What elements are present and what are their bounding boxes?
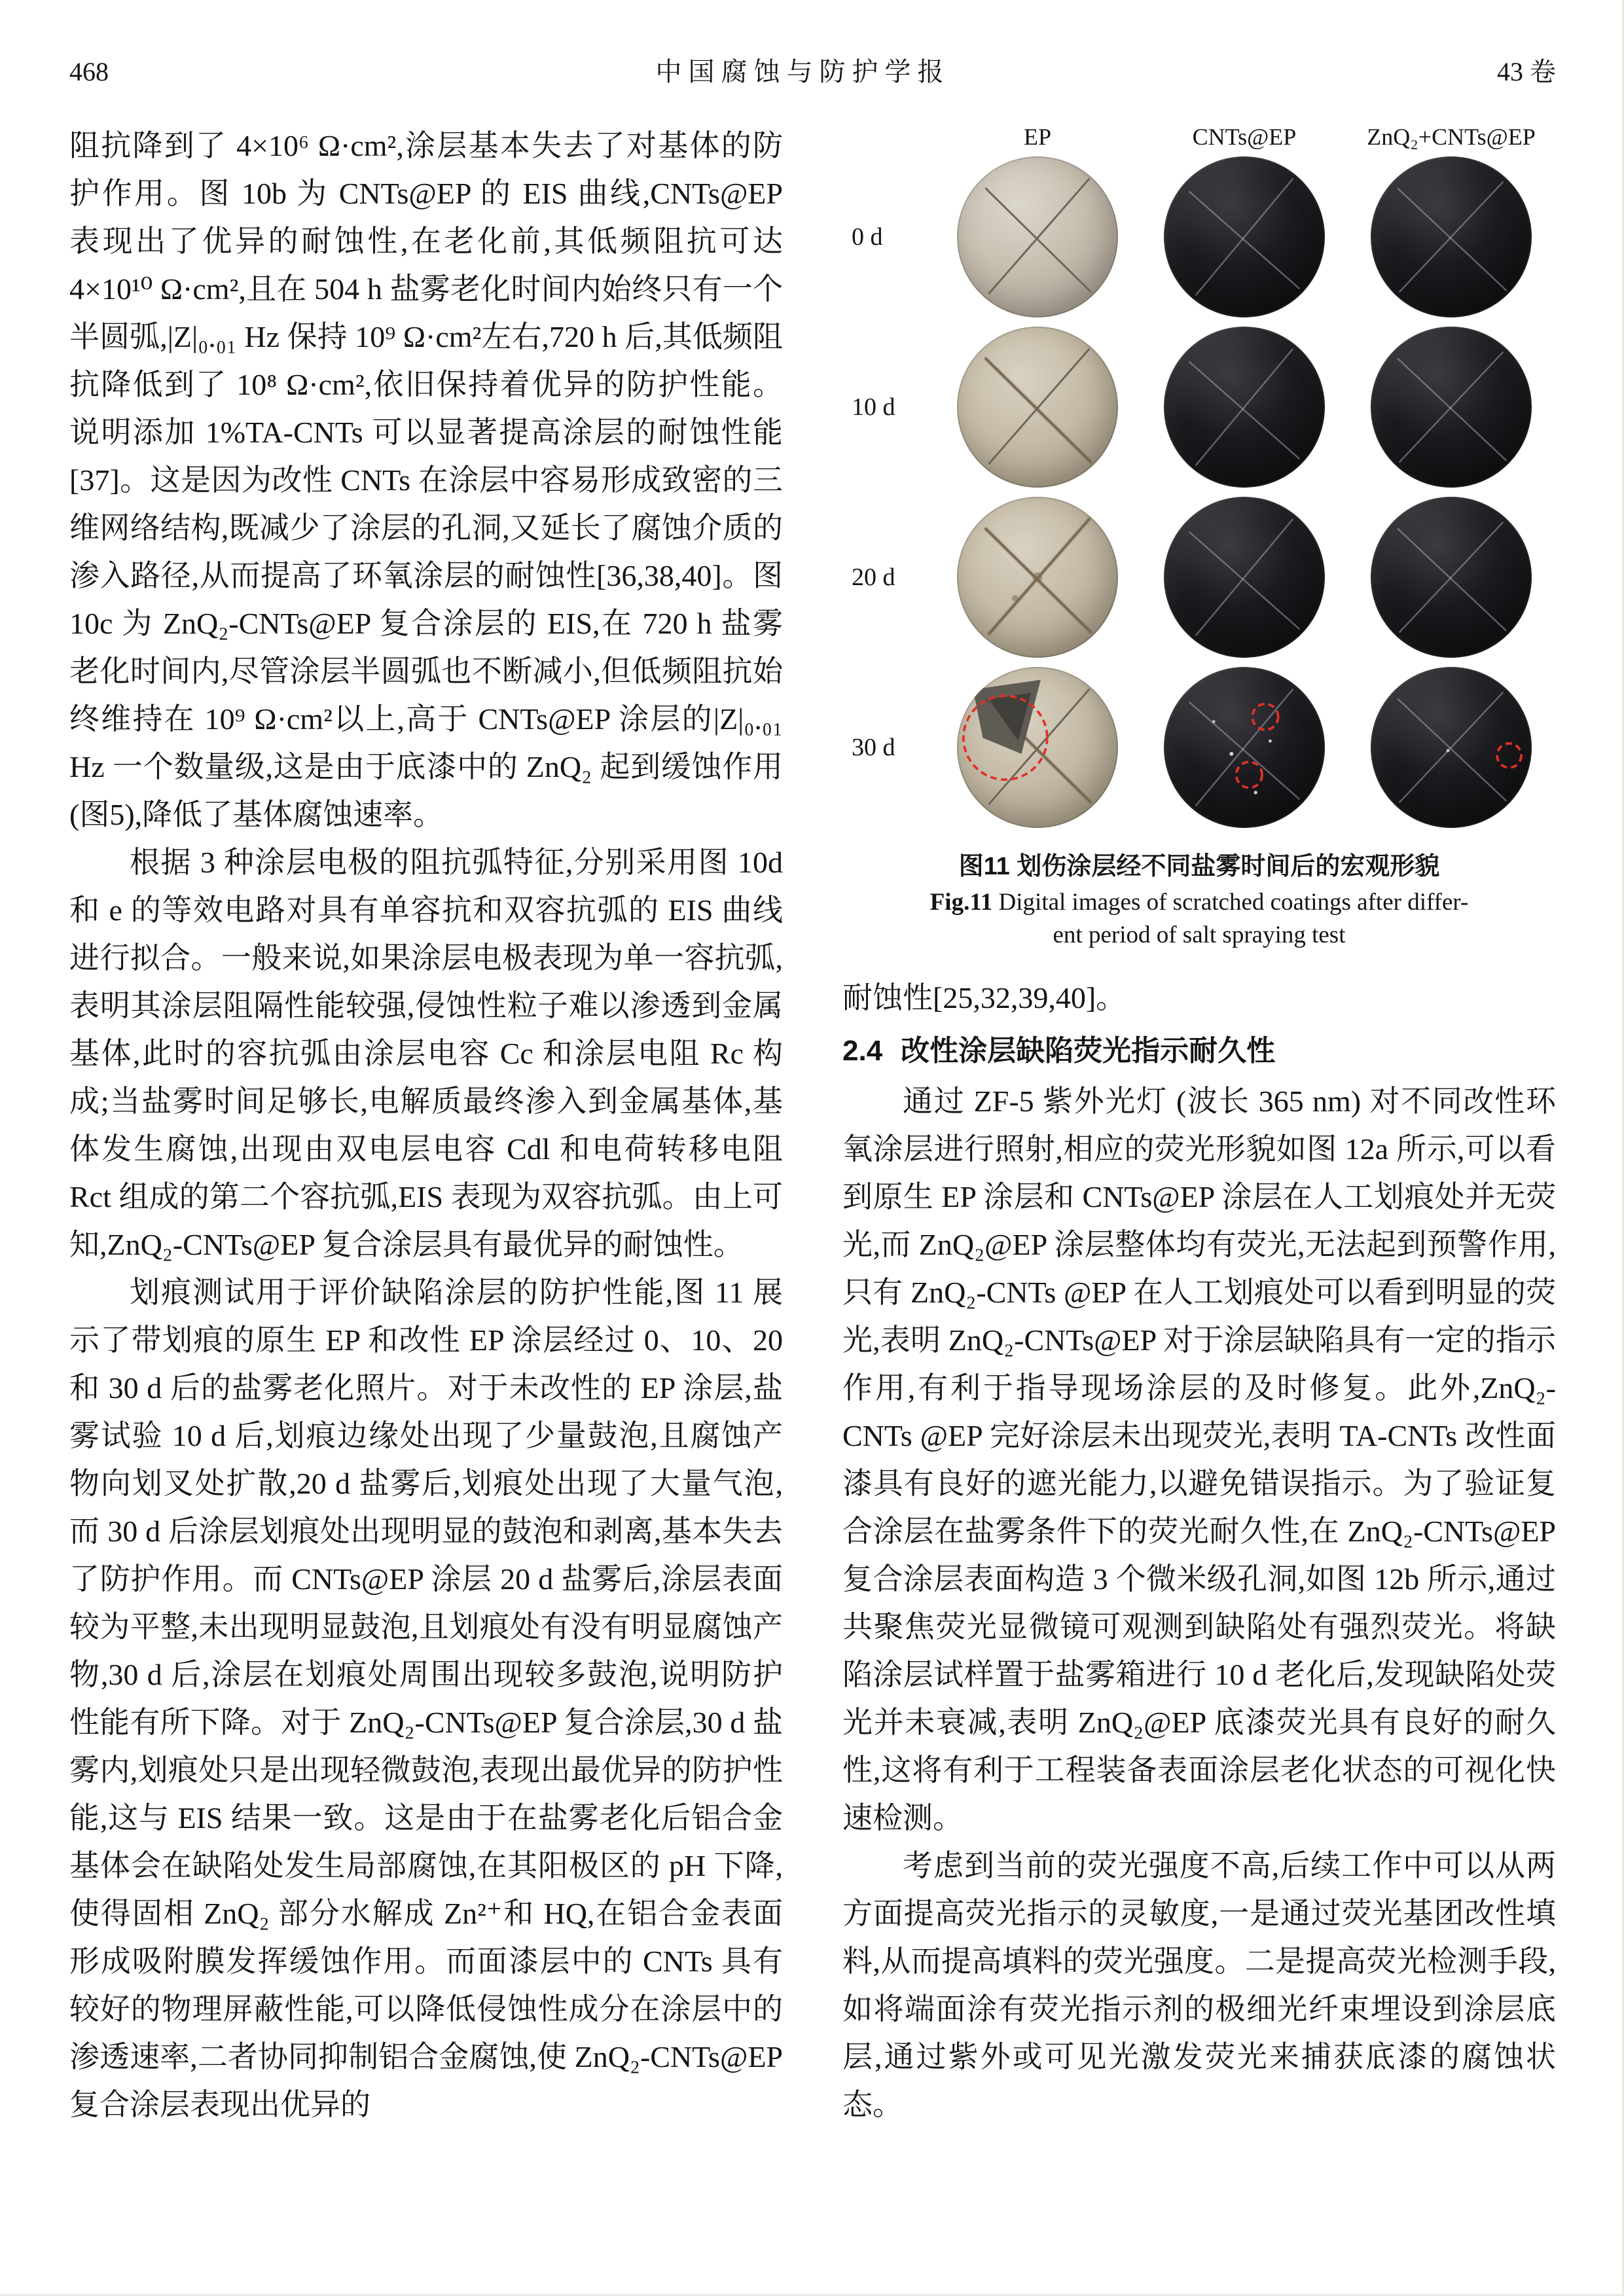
sample-photo-cnts-10d bbox=[1164, 327, 1325, 488]
section-heading-2-4 bbox=[842, 1027, 1556, 1075]
body-paragraph: 阻抗降到了 4×10⁶ Ω·cm²,涂层基本失去了对基体的防护作用。图 10b 为 CNTs@EP 的 EIS 曲线,CNTs@EP 表现出了优异的耐蚀性,在老化前,其低频阻抗可达 4×10¹⁰ Ω·cm²,且在 504 h 盐雾老化时间内始终只有一个半圆弧,|Z|₀.₀₁ Hz 保持 10⁹ Ω·cm²左右,720 h 后,其低频阻抗降低到了 10⁸ Ω·cm²,依旧保持着优异的防护性能。说明添加 1%TA-CNTs 可以显著提高涂层的耐蚀性能[37]。这是因为改性 CNTs 在涂层中容易形成致密的三维网络结构,既减少了涂层的孔洞,又延长了腐蚀介质的渗入路径,从而提高了环氧涂层的耐蚀性[36,38,40]。图 10c 为 ZnQ₂-CNTs@EP 复合涂层的 EIS,在 720 h 盐雾老化时间内,尽管涂层半圆弧也不断减小,但低频阻抗始终维持在 10⁹ Ω·cm²以上,高于 CNTs@EP 涂层的|Z|₀.₀₁ Hz 一个数量级,这是由于底漆中的 ZnQ₂ 起到缓蚀作用 (图5),降低了基体腐蚀速率。 bbox=[69, 129, 783, 831]
figure-row-20d bbox=[842, 492, 1556, 662]
sample-photo-znq-30d bbox=[1371, 667, 1532, 828]
figure-11 bbox=[842, 122, 1556, 952]
section-number: 2.4 bbox=[842, 1035, 883, 1067]
figure-caption-en-text2: ent period of salt spraying test bbox=[1053, 922, 1346, 948]
journal-title: 中国腐蚀与防护学报 bbox=[655, 57, 950, 86]
sample-photo-znq-20d bbox=[1371, 497, 1532, 658]
figure-caption-en-text: Digital images of scratched coatings after differ- bbox=[998, 889, 1469, 916]
figure-row-label: 0 d bbox=[852, 223, 883, 251]
sample-photo-ep-20d bbox=[957, 497, 1118, 658]
sample-photo-ep-30d bbox=[957, 667, 1118, 828]
figure-caption-en-label: Fig.11 bbox=[929, 889, 993, 916]
sample-photo-cnts-0d bbox=[1164, 156, 1325, 317]
body-paragraph: 通过 ZF-5 紫外光灯 (波长 365 nm) 对不同改性环氧涂层进行照射,相应的荧光形貌如图 12a 所示,可以看到原生 EP 涂层和 CNTs@EP 涂层在人工划痕处并无荧光,而 ZnQ₂@EP 涂层整体均有荧光,无法起到预警作用,只有 ZnQ₂-CNTs @EP 在人工划痕处可以看到明显的荧光,表明 ZnQ₂-CNTs@EP 对于涂层缺陷具有一定的指示作用,有利于指导现场涂层的及时修复。此外,ZnQ₂-CNTs @EP 完好涂层未出现荧光,表明 TA-CNTs 改性面漆具有良好的遮光能力,以避免错误指示。为了验证复合涂层在盐雾条件下的荧光耐久性,在 ZnQ₂-CNTs@EP 复合涂层表面构造 3 个微米级孔洞,如图 12b 所示,通过共聚焦荧光显微镜可观测到缺陷处有强烈荧光。将缺陷涂层试样置于盐雾箱进行 10 d 老化后,发现缺陷处荧光并未衰减,表明 ZnQ₂@EP 底漆荧光具有良好的耐久性,这将有利于工程装备表面涂层老化状态的可视化快速检测。 bbox=[842, 1085, 1556, 1835]
two-column-body bbox=[69, 122, 1556, 2128]
right-column bbox=[842, 122, 1556, 2128]
figure-row-label: 30 d bbox=[852, 733, 895, 761]
sample-photo-znq-0d bbox=[1371, 156, 1532, 317]
sample-photo-ep-10d bbox=[957, 327, 1118, 488]
figure-column-header-cnts: CNTs@EP bbox=[1192, 124, 1297, 150]
figure-row-0d bbox=[842, 152, 1556, 322]
figure-caption-en bbox=[842, 886, 1556, 952]
figure-column-headers bbox=[842, 122, 1556, 152]
figure-column-header-znq: ZnQ₂+CNTs@EP bbox=[1367, 124, 1536, 150]
section-title: 改性涂层缺陷荧光指示耐久性 bbox=[901, 1035, 1276, 1067]
body-paragraph: 考虑到当前的荧光强度不高,后续工作中可以从两方面提高荧光指示的灵敏度,一是通过荧光基团改性填料,从而提高填料的荧光强度。二是提高荧光检测手段,如将端面涂有荧光指示剂的极细光纤束埋设到涂层底层,通过紫外或可见光激发荧光来捕获底漆的腐蚀状态。 bbox=[842, 1849, 1556, 2121]
left-column bbox=[69, 122, 783, 2128]
figure-row-label: 20 d bbox=[852, 563, 895, 591]
body-paragraph: 划痕测试用于评价缺陷涂层的防护性能,图 11 展示了带划痕的原生 EP 和改性 EP 涂层经过 0、10、20 和 30 d 后的盐雾老化照片。对于未改性的 EP 涂层,盐雾试验 10 d 后,划痕边缘处出现了少量鼓泡,且腐蚀产物向划叉处扩散,20 d 盐雾后,划痕处出现了大量气泡,而 30 d 后涂层划痕处出现明显的鼓泡和剥离,基本失去了防护作用。而 CNTs@EP 涂层 20 d 盐雾后,涂层表面较为平整,未出现明显鼓泡,且划痕处有没有明显腐蚀产物,30 d 后,涂层在划痕处周围出现较多鼓泡,说明防护性能有所下降。对于 ZnQ₂-CNTs@EP 复合涂层,30 d 盐雾内,划痕处只是出现轻微鼓泡,表现出最优异的防护性能,这与 EIS 结果一致。这是由于在盐雾老化后铝合金基体会在缺陷处发生局部腐蚀,在其阳极区的 pH 下降,使得固相 ZnQ₂ 部分水解成 Zn²⁺和 HQ,在铝合金表面形成吸附膜发挥缓蚀作用。而面漆层中的 CNTs 具有较好的物理屏蔽性能,可以降低侵蚀性成分在涂层中的渗透速率,二者协同抑制铝合金腐蚀,使 ZnQ₂-CNTs@EP 复合涂层表现出优异的 bbox=[69, 1276, 783, 2121]
sample-photo-znq-10d bbox=[1371, 327, 1532, 488]
figure-row-30d bbox=[842, 662, 1556, 833]
body-paragraph: 耐蚀性[25,32,39,40]。 bbox=[842, 981, 1127, 1014]
figure-caption-cn: 图11 划伤涂层经不同盐雾时间后的宏观形貌 bbox=[958, 853, 1440, 880]
volume-label: 43 卷 bbox=[1497, 57, 1556, 86]
page-header bbox=[69, 56, 1556, 88]
sample-photo-ep-0d bbox=[957, 156, 1118, 317]
page-number: 468 bbox=[69, 57, 109, 86]
sample-photo-cnts-20d bbox=[1164, 497, 1325, 658]
figure-column-header-ep: EP bbox=[1023, 124, 1051, 150]
body-paragraph: 根据 3 种涂层电极的阻抗弧特征,分别采用图 10d 和 e 的等效电路对具有单容抗和双容抗弧的 EIS 曲线进行拟合。一般来说,如果涂层电极表现为单一容抗弧,表明其涂层阻隔性能较强,侵蚀性粒子难以渗透到金属基体,此时的容抗弧由涂层电容 Cc 和涂层电阻 Rc 构成;当盐雾时间足够长,电解质最终渗入到金属基体,基体发生腐蚀,出现由双电层电容 Cdl 和电荷转移电阻 Rct 组成的第二个容抗弧,EIS 表现为双容抗弧。由上可知,ZnQ₂-CNTs@EP 复合涂层具有最优异的耐蚀性。 bbox=[69, 846, 783, 1261]
figure-row-label: 10 d bbox=[852, 393, 895, 421]
figure-row-10d bbox=[842, 322, 1556, 492]
sample-photo-cnts-30d bbox=[1164, 667, 1325, 828]
